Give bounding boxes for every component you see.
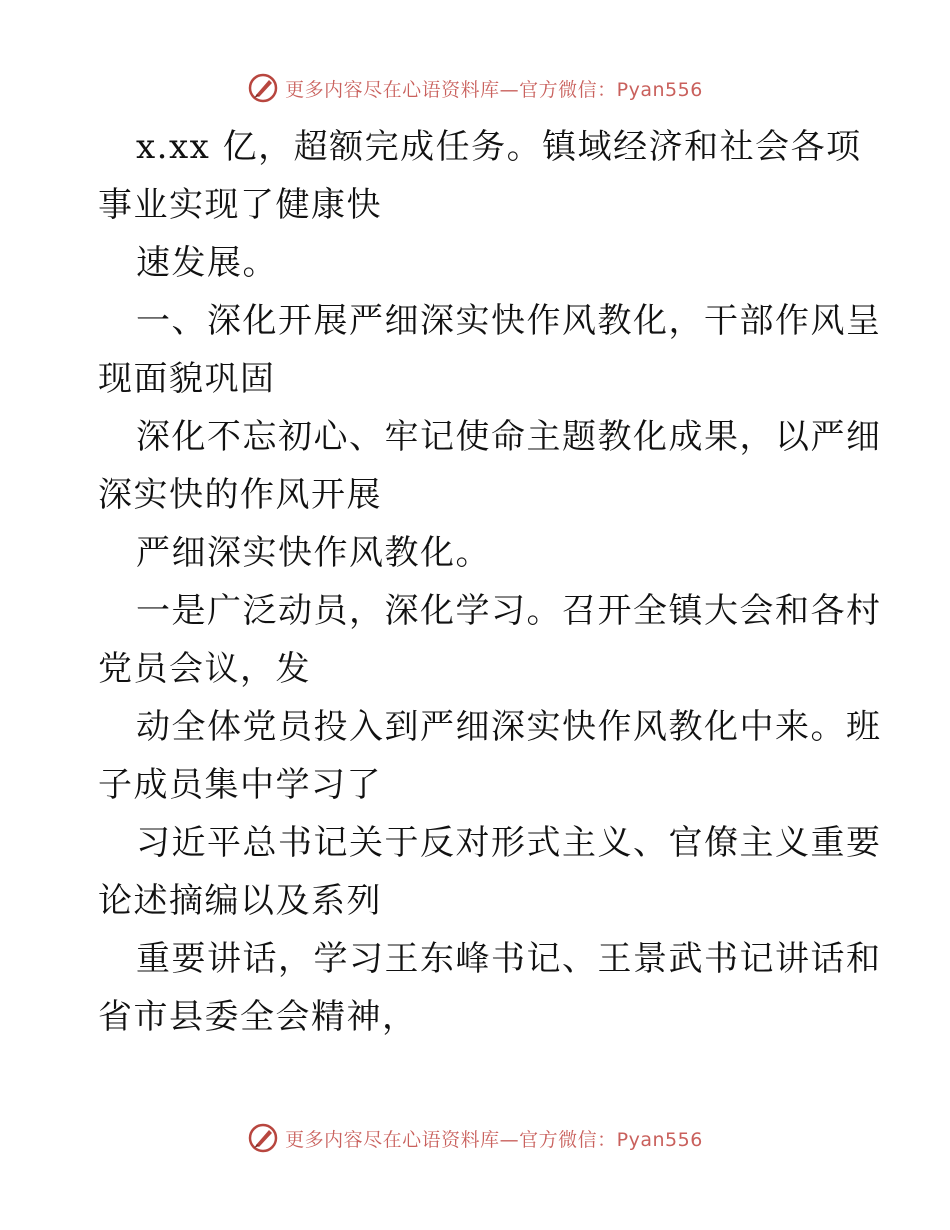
- text-line: 论述摘编以及系列: [98, 881, 382, 921]
- document-body: [98, 118, 882, 1046]
- text-line: 深化不忘初心、牢记使命主题教化成果，以严细: [136, 417, 882, 457]
- text-line: 重要讲话，学习王东峰书记、王景武书记讲话和: [136, 939, 882, 979]
- text-line: 现面貌巩固: [98, 359, 276, 399]
- text-line: 子成员集中学习了: [98, 765, 382, 805]
- text-line: 党员会议，发: [98, 649, 311, 689]
- watermark-account: Pyan556: [616, 78, 703, 101]
- watermark-text: [285, 75, 703, 102]
- text-line: 动全体党员投入到严细深实快作风教化中来。班: [136, 707, 882, 747]
- text-line: 深实快的作风开展: [98, 475, 382, 515]
- pen-quill-logo-icon: [247, 1122, 279, 1154]
- watermark-text: [285, 1125, 703, 1152]
- text-line: 事业实现了健康快: [98, 185, 382, 225]
- pen-quill-logo-icon: [247, 72, 279, 104]
- watermark-label: 更多内容尽在心语资料库—官方微信：: [285, 78, 617, 101]
- text-line: 速发展。: [136, 243, 278, 283]
- header-watermark: [0, 72, 950, 104]
- watermark-account: Pyan556: [616, 1128, 703, 1151]
- text-line: 习近平总书记关于反对形式主义、官僚主义重要: [136, 823, 882, 863]
- text-line: 严细深实快作风教化。: [136, 533, 491, 573]
- watermark-label: 更多内容尽在心语资料库—官方微信：: [285, 1128, 617, 1151]
- footer-watermark: [0, 1122, 950, 1154]
- text-line: 一是广泛动员，深化学习。召开全镇大会和各村: [136, 591, 882, 631]
- text-line: 一、深化开展严细深实快作风教化，干部作风呈: [136, 301, 882, 341]
- text-line: 省市县委全会精神，: [98, 997, 418, 1037]
- text-line: x.xx 亿，超额完成任务。镇域经济和社会各项: [136, 127, 862, 167]
